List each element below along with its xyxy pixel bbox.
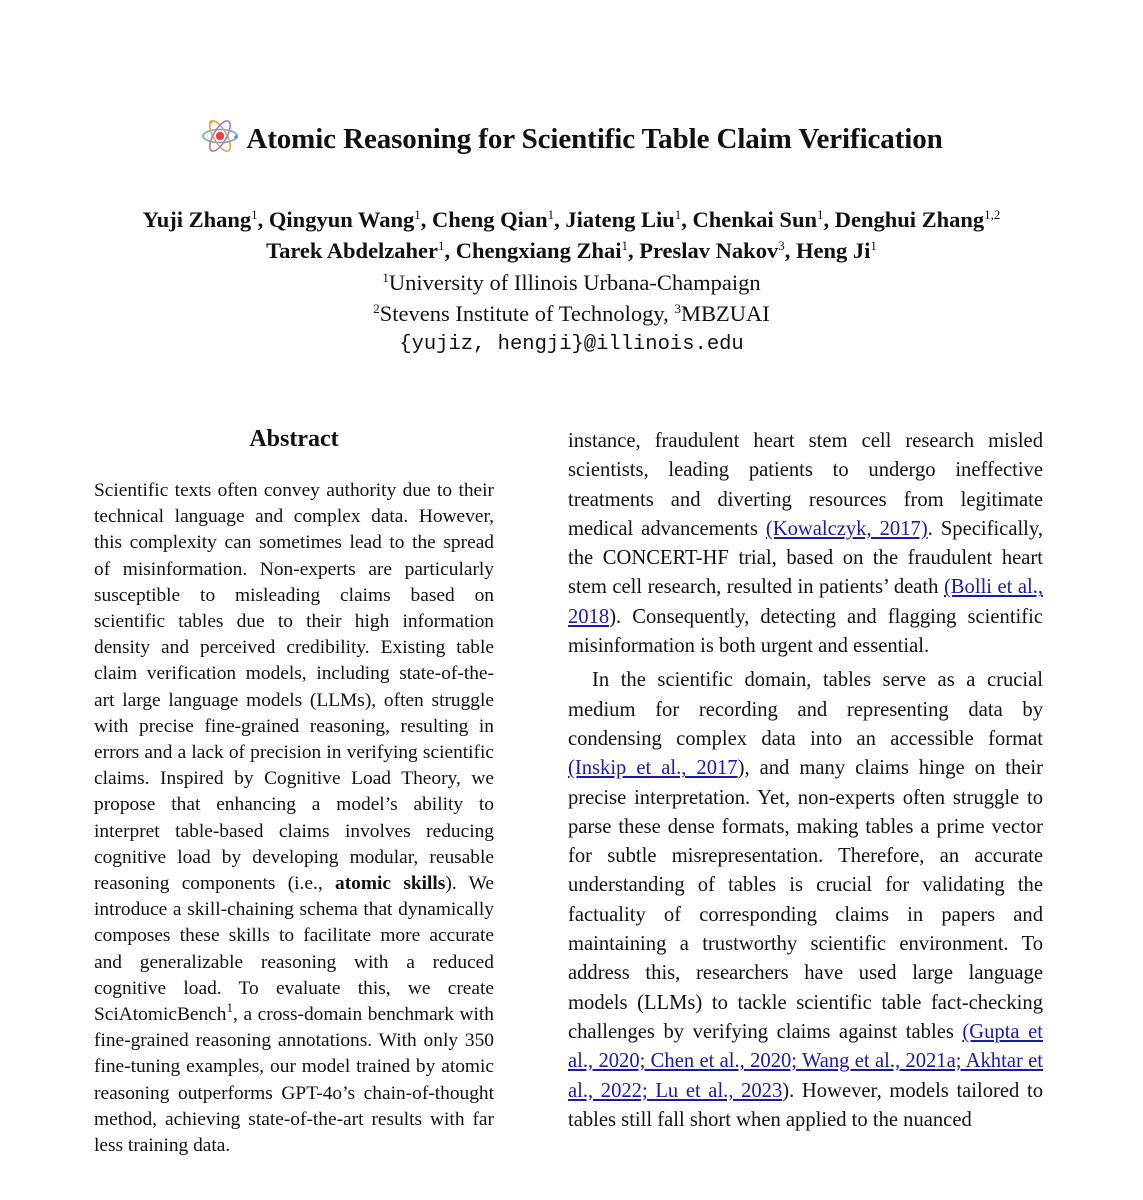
author: Heng Ji$^1$: [795, 238, 877, 263]
footnote-marker[interactable]: 1: [226, 1000, 233, 1016]
author: Qingyun Wang$^1$,: [268, 207, 432, 232]
author-line-1: [0, 204, 1143, 235]
paper-title: Atomic Reasoning for Scientific Table Claim Verification: [246, 122, 943, 155]
abstract-heading: Abstract: [249, 426, 339, 452]
contact-email: {yujiz, hengji}@illinois.edu: [399, 333, 744, 356]
abstract-body: [94, 478, 494, 1159]
citation-link[interactable]: (Kowalczyk, 2017): [765, 517, 928, 540]
affiliation-1: $^1$University of Illinois Urbana-Champaign: [382, 270, 761, 295]
citation-link[interactable]: (Bolli et al., 2018: [568, 576, 1044, 628]
citation-link[interactable]: (Inskip et al., 2017: [568, 757, 738, 780]
author: Denghui Zhang$^{1,2}$: [834, 207, 1001, 232]
title-row: [0, 122, 1143, 156]
affiliation-2: $^2$Stevens Institute of Technology, $^3$MBZUAI: [373, 301, 770, 326]
author: Yuji Zhang$^1$,: [142, 207, 269, 232]
author: Chenkai Sun$^1$,: [692, 207, 835, 232]
atomic-skills-term: atomic skills: [335, 873, 446, 895]
abstract-paragraph: Scientific texts often convey authority due to their technical language and complex data. However, this complexity can sometimes lead to the spread of misinformation. Non-experts are particularly susceptible to misleading claims based on scientific tables due to their high information density and perceived credibility. Existing table claim verification models, including state-of-the-art large language models (LLMs), often struggle with precise fine-grained reasoning, resulting in errors and a lack of precision in verifying scientific claims. Inspired by Cognitive Load Theory, we propose that enhancing a model’s ability to interpret table-based claims involves reducing cognitive load by developing modular, reusable reasoning components (i.e., atomic skills). We introduce a skill-chaining schema that dynamically composes these skills to facilitate more accurate and generalizable reasoning with a reduced cognitive load. To evaluate this, we create SciAtomicBench$^1$, a cross-domain benchmark with fine-grained reasoning annotations. With only 350 fine-tuning examples, our model trained by atomic reasoning outperforms GPT-4o’s chain-of-thought method, achieving state-of-the-art results with far less training data.: [94, 480, 494, 1157]
author: Chengxiang Zhai$^1$,: [455, 238, 640, 263]
author-list: [0, 204, 1143, 266]
author: Tarek Abdelzaher$^1$,: [266, 238, 456, 263]
author-line-2: [0, 235, 1143, 266]
author: Jiateng Liu$^1$,: [565, 207, 693, 232]
intro-body: [568, 427, 1043, 1135]
author: Preslav Nakov$^3$,: [639, 238, 796, 263]
author: Cheng Qian$^1$,: [431, 207, 566, 232]
citation-link[interactable]: (Gupta et al., 2020; Chen et al., 2020; Wang et al., 2021a; Akhtar et al., 2022; Lu et al., 2023: [568, 1020, 1043, 1102]
intro-paragraph-2: In the scientific domain, tables serve as a crucial medium for recording and representing data by condensing complex data into an accessible format (Inskip et al., 2017), and many claims hinge on their precise interpretation. Yet, non-experts often struggle to parse these dense formats, making tables a prime vector for subtle misrepresentation. Therefore, an accurate understanding of tables is crucial for validating the factuality of corresponding claims in papers and maintaining a trustworthy scientific environment. To address this, researchers have used large language models (LLMs) to tackle scientific table fact-checking challenges by verifying claims against tables (Gupta et al., 2020; Chen et al., 2020; Wang et al., 2021a; Akhtar et al., 2022; Lu et al., 2023). However, models tailored to tables still fall short when applied to the nuanced: [568, 669, 1043, 1131]
atom-icon: [200, 116, 240, 156]
intro-paragraph-1: instance, fraudulent heart stem cell research misled scientists, leading patients to undergo ineffective treatments and diverting resources from legitimate medical advancements (Kowalczyk, 2017). Specifically, the CONCERT-HF trial, based on the fraudulent heart stem cell research, resulted in patients’ death (Bolli et al., 2018). Consequently, detecting and flagging scientific misinformation is both urgent and essential.: [568, 430, 1044, 658]
